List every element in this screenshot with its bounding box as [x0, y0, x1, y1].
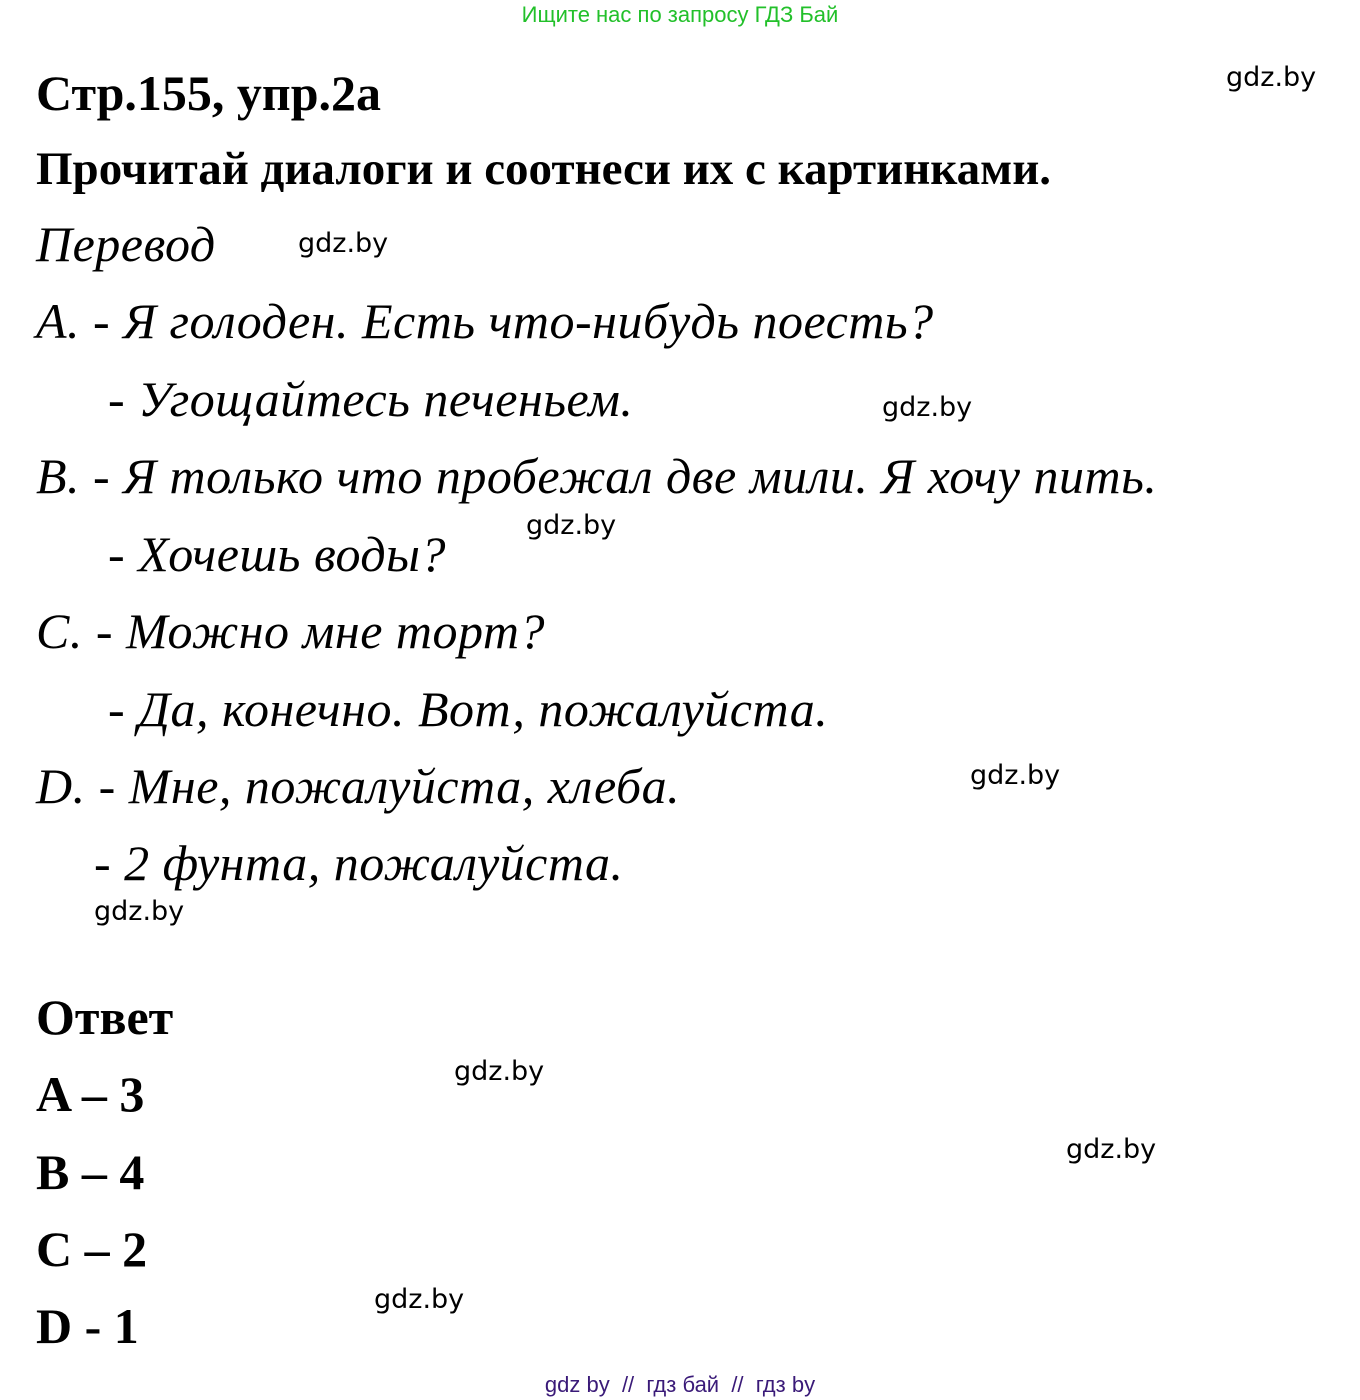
- dialogue-c-line1: C. - Можно мне торт?: [36, 603, 545, 659]
- watermark: gdz.by: [970, 760, 1061, 791]
- footer-links[interactable]: gdz by // гдз бай // гдз by: [544, 1372, 816, 1397]
- answer-c: C – 2: [36, 1221, 148, 1277]
- dialogue-a-line2: - Угощайтесь печеньем.: [108, 371, 634, 427]
- dialogue-a-line1: A. - Я голоден. Есть что-нибудь поесть?: [36, 293, 934, 349]
- watermark: gdz.by: [526, 510, 617, 541]
- answer-a: A – 3: [36, 1066, 145, 1122]
- watermark: gdz.by: [1066, 1134, 1157, 1165]
- page-title: Стр.155, упр.2а: [36, 65, 382, 121]
- dialogue-d-line2: - 2 фунта, пожалуйста.: [94, 835, 624, 891]
- watermark: gdz.by: [882, 392, 973, 423]
- answer-d: D - 1: [36, 1298, 139, 1354]
- watermark: gdz.by: [1226, 62, 1317, 93]
- task-heading: Прочитай диалоги и соотнеси их с картинками.: [36, 143, 1052, 195]
- answer-heading: Ответ: [36, 989, 174, 1045]
- dialogue-b-line1: B. - Я только что пробежал две мили. Я хочу пить.: [36, 448, 1158, 504]
- dialogue-c-line2: - Да, конечно. Вот, пожалуйста.: [108, 681, 829, 737]
- watermark: gdz.by: [94, 896, 185, 927]
- translation-label: Перевод: [36, 216, 216, 272]
- watermark: gdz.by: [298, 228, 389, 259]
- search-banner[interactable]: Ищите нас по запросу ГДЗ Бай: [521, 2, 839, 27]
- dialogue-d-line1: D. - Мне, пожалуйста, хлеба.: [36, 758, 681, 814]
- watermark: gdz.by: [454, 1056, 545, 1087]
- watermark: gdz.by: [374, 1284, 465, 1315]
- dialogue-b-line2: - Хочешь воды?: [108, 526, 446, 582]
- answer-b: B – 4: [36, 1144, 145, 1200]
